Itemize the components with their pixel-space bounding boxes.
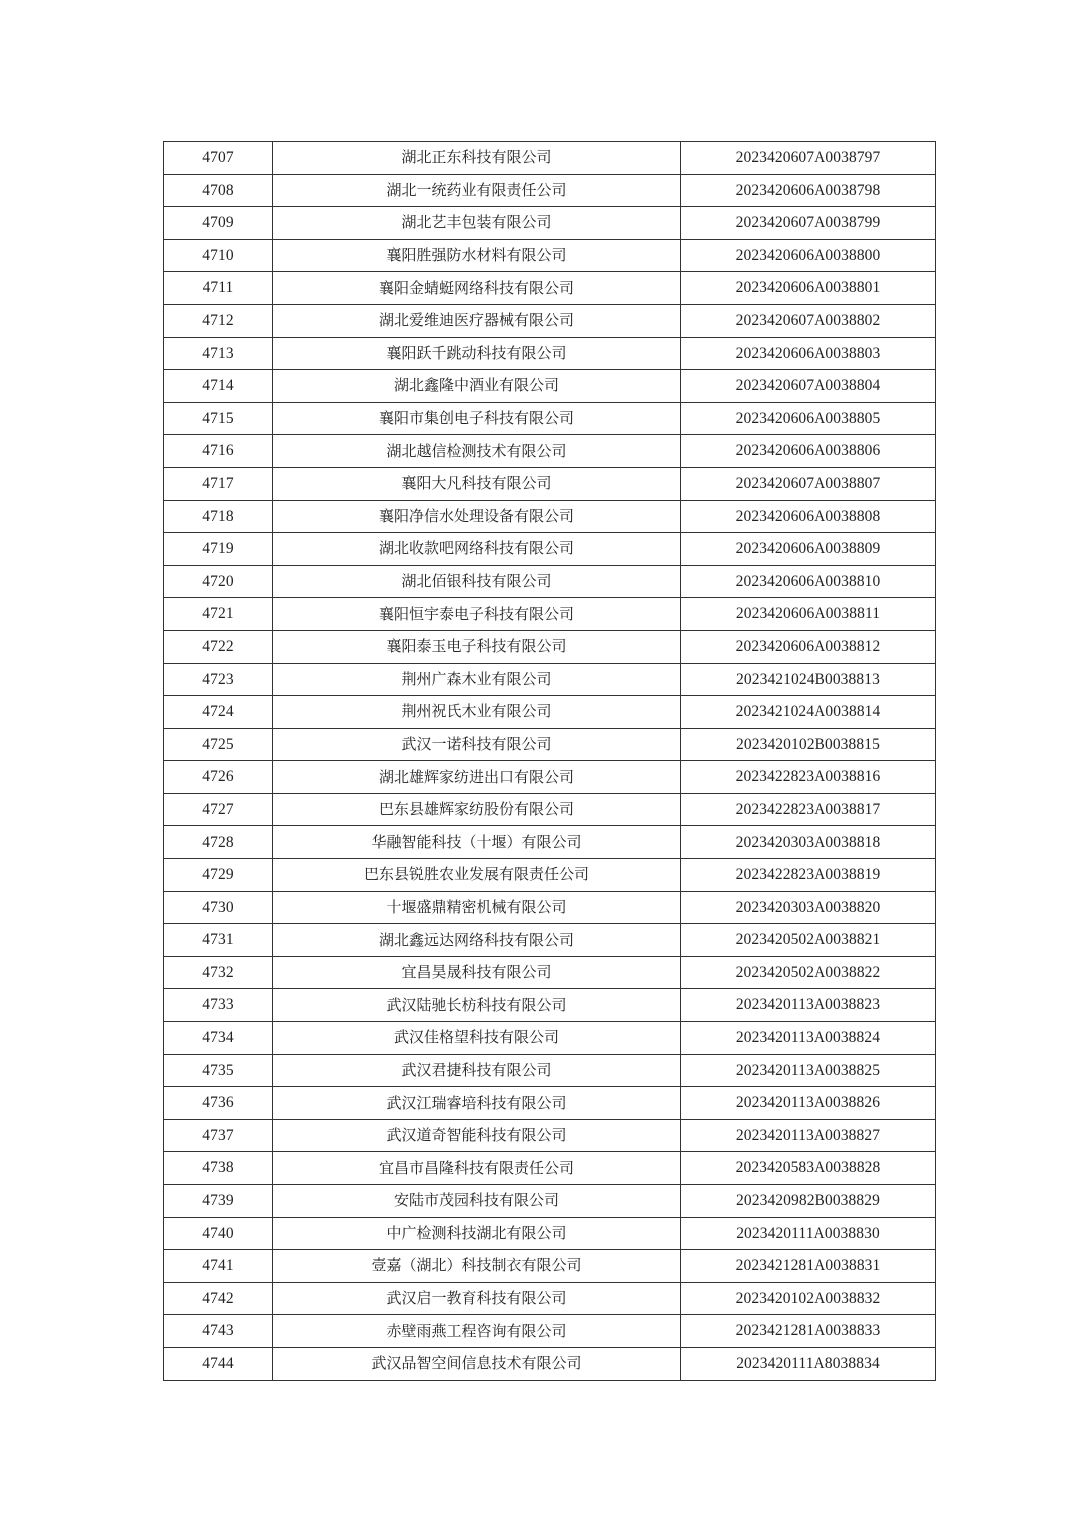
- table-row: [164, 500, 936, 533]
- table-row: [164, 630, 936, 663]
- row-number-cell: 4730: [164, 891, 273, 924]
- row-number-cell: 4734: [164, 1022, 273, 1055]
- registration-code-cell: 2023420606A0038811: [681, 598, 936, 631]
- registration-code-cell: 2023420606A0038798: [681, 174, 936, 207]
- row-number-cell: 4716: [164, 435, 273, 468]
- company-name-cell: 巴东县雄辉家纺股份有限公司: [273, 793, 681, 826]
- table-row: [164, 1119, 936, 1152]
- company-name-cell: 襄阳市集创电子科技有限公司: [273, 402, 681, 435]
- company-name-cell: 宜昌市昌隆科技有限责任公司: [273, 1152, 681, 1185]
- row-number-cell: 4714: [164, 370, 273, 403]
- company-name-cell: 武汉道奇智能科技有限公司: [273, 1119, 681, 1152]
- company-name-cell: 湖北佰银科技有限公司: [273, 565, 681, 598]
- company-name-cell: 赤壁雨燕工程咨询有限公司: [273, 1315, 681, 1348]
- registration-code-cell: 2023420502A0038821: [681, 924, 936, 957]
- registration-code-cell: 2023422823A0038819: [681, 859, 936, 892]
- table-row: [164, 1315, 936, 1348]
- row-number-cell: 4724: [164, 696, 273, 729]
- row-number-cell: 4744: [164, 1347, 273, 1380]
- table-row: [164, 370, 936, 403]
- table-row: [164, 956, 936, 989]
- registration-code-cell: 2023420102B0038815: [681, 728, 936, 761]
- row-number-cell: 4726: [164, 761, 273, 794]
- row-number-cell: 4731: [164, 924, 273, 957]
- registration-code-cell: 2023420606A0038801: [681, 272, 936, 305]
- row-number-cell: 4711: [164, 272, 273, 305]
- company-name-cell: 荆州广森木业有限公司: [273, 663, 681, 696]
- company-name-cell: 襄阳胜强防水材料有限公司: [273, 239, 681, 272]
- table-row: [164, 304, 936, 337]
- company-name-cell: 武汉一诺科技有限公司: [273, 728, 681, 761]
- table-row: [164, 696, 936, 729]
- registration-code-cell: 2023420113A0038824: [681, 1022, 936, 1055]
- row-number-cell: 4733: [164, 989, 273, 1022]
- row-number-cell: 4739: [164, 1185, 273, 1218]
- table-row: [164, 1282, 936, 1315]
- table-row: [164, 272, 936, 305]
- table-row: [164, 1022, 936, 1055]
- company-name-cell: 湖北越信检测技术有限公司: [273, 435, 681, 468]
- table-row: [164, 1347, 936, 1380]
- registration-code-cell: 2023420502A0038822: [681, 956, 936, 989]
- company-name-cell: 襄阳跃千跳动科技有限公司: [273, 337, 681, 370]
- registration-code-cell: 2023420113A0038823: [681, 989, 936, 1022]
- row-number-cell: 4717: [164, 467, 273, 500]
- registration-code-cell: 2023420606A0038805: [681, 402, 936, 435]
- row-number-cell: 4740: [164, 1217, 273, 1250]
- table-row: [164, 1087, 936, 1120]
- registration-code-cell: 2023420583A0038828: [681, 1152, 936, 1185]
- company-name-cell: 中广检测科技湖北有限公司: [273, 1217, 681, 1250]
- company-name-cell: 湖北收款吧网络科技有限公司: [273, 533, 681, 566]
- registration-code-cell: 2023420606A0038808: [681, 500, 936, 533]
- row-number-cell: 4712: [164, 304, 273, 337]
- company-name-cell: 武汉君捷科技有限公司: [273, 1054, 681, 1087]
- registration-code-cell: 2023420606A0038809: [681, 533, 936, 566]
- company-name-cell: 武汉陆驰长枋科技有限公司: [273, 989, 681, 1022]
- company-name-cell: 襄阳净信水处理设备有限公司: [273, 500, 681, 533]
- row-number-cell: 4708: [164, 174, 273, 207]
- row-number-cell: 4709: [164, 207, 273, 240]
- registration-code-cell: 2023422823A0038817: [681, 793, 936, 826]
- table-row: [164, 565, 936, 598]
- registration-code-cell: 2023420111A0038830: [681, 1217, 936, 1250]
- row-number-cell: 4718: [164, 500, 273, 533]
- table-row: [164, 533, 936, 566]
- registration-code-cell: 2023420607A0038799: [681, 207, 936, 240]
- table-row: [164, 598, 936, 631]
- row-number-cell: 4720: [164, 565, 273, 598]
- table-row: [164, 239, 936, 272]
- registration-code-cell: 2023420606A0038800: [681, 239, 936, 272]
- table-row: [164, 1217, 936, 1250]
- company-name-cell: 湖北鑫隆中酒业有限公司: [273, 370, 681, 403]
- registration-code-cell: 2023420111A8038834: [681, 1347, 936, 1380]
- table-row: [164, 793, 936, 826]
- company-name-cell: 武汉启一教育科技有限公司: [273, 1282, 681, 1315]
- company-name-cell: 襄阳恒宇泰电子科技有限公司: [273, 598, 681, 631]
- company-name-cell: 十堰盛鼎精密机械有限公司: [273, 891, 681, 924]
- table-row: [164, 826, 936, 859]
- table-row: [164, 761, 936, 794]
- table-row: [164, 1250, 936, 1283]
- registration-code-cell: 2023421281A0038833: [681, 1315, 936, 1348]
- table-row: [164, 174, 936, 207]
- row-number-cell: 4737: [164, 1119, 273, 1152]
- table-row: [164, 467, 936, 500]
- table-row: [164, 663, 936, 696]
- registration-code-cell: 2023420607A0038804: [681, 370, 936, 403]
- company-name-cell: 湖北爱维迪医疗器械有限公司: [273, 304, 681, 337]
- registration-code-cell: 2023420303A0038820: [681, 891, 936, 924]
- table-row: [164, 891, 936, 924]
- company-name-cell: 华融智能科技（十堰）有限公司: [273, 826, 681, 859]
- company-name-cell: 襄阳泰玉电子科技有限公司: [273, 630, 681, 663]
- row-number-cell: 4713: [164, 337, 273, 370]
- table-row: [164, 859, 936, 892]
- registration-code-cell: 2023421281A0038831: [681, 1250, 936, 1283]
- company-name-cell: 湖北正东科技有限公司: [273, 142, 681, 175]
- row-number-cell: 4721: [164, 598, 273, 631]
- row-number-cell: 4715: [164, 402, 273, 435]
- registration-code-cell: 2023420606A0038810: [681, 565, 936, 598]
- registration-code-cell: 2023420606A0038812: [681, 630, 936, 663]
- row-number-cell: 4725: [164, 728, 273, 761]
- row-number-cell: 4743: [164, 1315, 273, 1348]
- row-number-cell: 4736: [164, 1087, 273, 1120]
- row-number-cell: 4722: [164, 630, 273, 663]
- registration-code-cell: 2023421024A0038814: [681, 696, 936, 729]
- row-number-cell: 4727: [164, 793, 273, 826]
- row-number-cell: 4707: [164, 142, 273, 175]
- company-name-cell: 壹嘉（湖北）科技制衣有限公司: [273, 1250, 681, 1283]
- row-number-cell: 4742: [164, 1282, 273, 1315]
- table-row: [164, 924, 936, 957]
- company-name-cell: 湖北一统药业有限责任公司: [273, 174, 681, 207]
- company-name-cell: 荆州祝氏木业有限公司: [273, 696, 681, 729]
- company-name-cell: 巴东县锐胜农业发展有限责任公司: [273, 859, 681, 892]
- table-body: [164, 142, 936, 1381]
- row-number-cell: 4738: [164, 1152, 273, 1185]
- row-number-cell: 4728: [164, 826, 273, 859]
- registration-code-cell: 2023422823A0038816: [681, 761, 936, 794]
- company-name-cell: 襄阳大凡科技有限公司: [273, 467, 681, 500]
- registration-code-cell: 2023420982B0038829: [681, 1185, 936, 1218]
- company-list-table-container: [163, 141, 935, 1381]
- row-number-cell: 4741: [164, 1250, 273, 1283]
- table-row: [164, 337, 936, 370]
- company-name-cell: 武汉江瑞睿培科技有限公司: [273, 1087, 681, 1120]
- registration-code-cell: 2023420102A0038832: [681, 1282, 936, 1315]
- table-row: [164, 1185, 936, 1218]
- company-name-cell: 湖北鑫远达网络科技有限公司: [273, 924, 681, 957]
- row-number-cell: 4729: [164, 859, 273, 892]
- row-number-cell: 4710: [164, 239, 273, 272]
- company-name-cell: 武汉佳格望科技有限公司: [273, 1022, 681, 1055]
- registration-code-cell: 2023420607A0038797: [681, 142, 936, 175]
- row-number-cell: 4735: [164, 1054, 273, 1087]
- table-row: [164, 728, 936, 761]
- company-name-cell: 武汉品智空间信息技术有限公司: [273, 1347, 681, 1380]
- company-list-table: [163, 141, 936, 1381]
- registration-code-cell: 2023420113A0038826: [681, 1087, 936, 1120]
- company-name-cell: 湖北雄辉家纺进出口有限公司: [273, 761, 681, 794]
- registration-code-cell: 2023420606A0038803: [681, 337, 936, 370]
- company-name-cell: 宜昌昊晟科技有限公司: [273, 956, 681, 989]
- registration-code-cell: 2023420113A0038825: [681, 1054, 936, 1087]
- table-row: [164, 1054, 936, 1087]
- table-row: [164, 435, 936, 468]
- table-row: [164, 1152, 936, 1185]
- table-row: [164, 402, 936, 435]
- table-row: [164, 207, 936, 240]
- company-name-cell: 襄阳金蜻蜓网络科技有限公司: [273, 272, 681, 305]
- registration-code-cell: 2023421024B0038813: [681, 663, 936, 696]
- registration-code-cell: 2023420607A0038807: [681, 467, 936, 500]
- row-number-cell: 4719: [164, 533, 273, 566]
- table-row: [164, 142, 936, 175]
- registration-code-cell: 2023420606A0038806: [681, 435, 936, 468]
- registration-code-cell: 2023420303A0038818: [681, 826, 936, 859]
- registration-code-cell: 2023420113A0038827: [681, 1119, 936, 1152]
- company-name-cell: 安陆市茂园科技有限公司: [273, 1185, 681, 1218]
- row-number-cell: 4723: [164, 663, 273, 696]
- table-row: [164, 989, 936, 1022]
- row-number-cell: 4732: [164, 956, 273, 989]
- company-name-cell: 湖北艺丰包装有限公司: [273, 207, 681, 240]
- registration-code-cell: 2023420607A0038802: [681, 304, 936, 337]
